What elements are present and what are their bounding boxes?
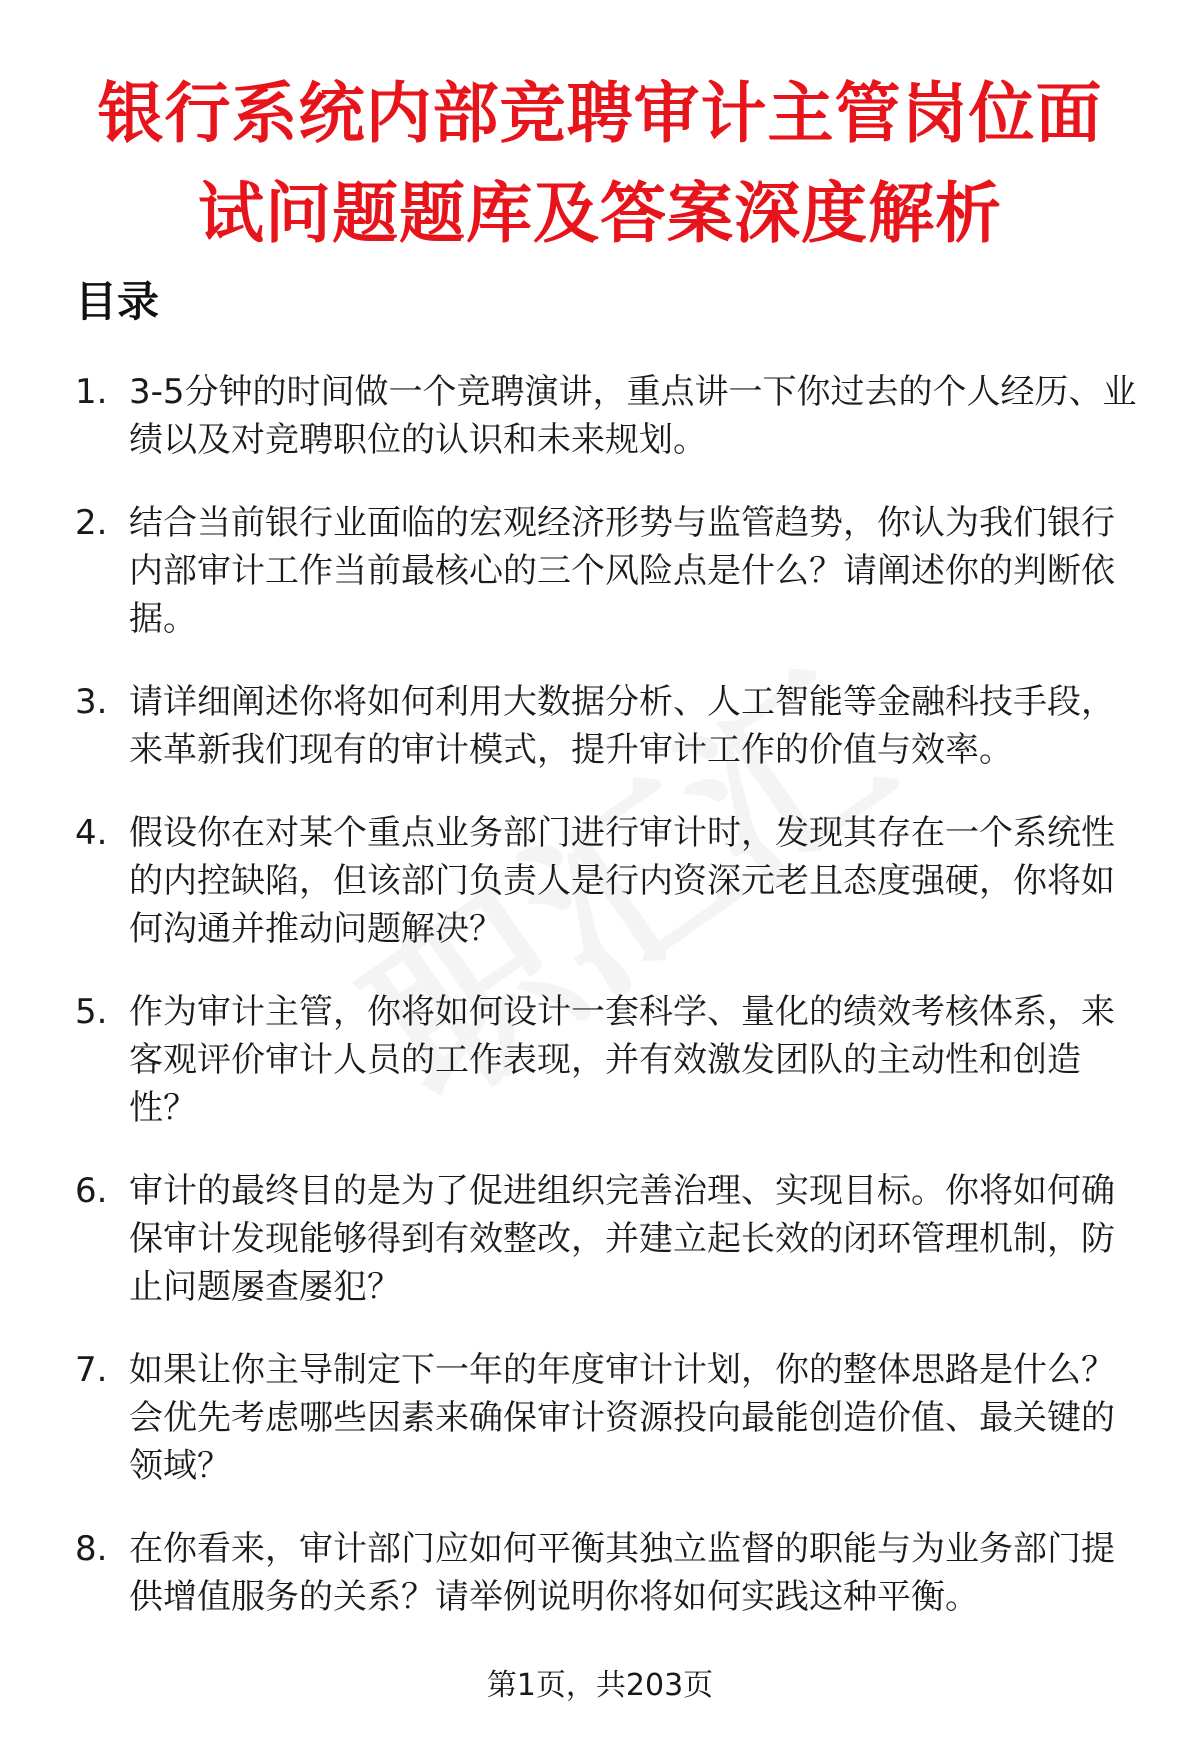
toc-heading: 目录 [75,277,160,326]
toc-item-6[interactable] [75,1167,1145,1311]
toc-item-number: 8. [75,1529,108,1569]
toc-item-1[interactable] [75,368,1145,464]
toc-item-8[interactable] [75,1525,1145,1621]
toc-item-number: 7. [75,1350,108,1390]
toc-item-7[interactable] [75,1346,1145,1490]
toc-item-number: 4. [75,813,108,853]
toc-item-5[interactable] [75,988,1145,1132]
toc-item-number: 5. [75,992,108,1032]
toc-item-text: 作为审计主管，你将如何设计一套科学、量化的绩效考核体系，来客观评价审计人员的工作表现，并有效激发团队的主动性和创造性？ [129,992,1115,1128]
toc-item-text: 在你看来，审计部门应如何平衡其独立监督的职能与为业务部门提供增值服务的关系？请举例说明你将如何实践这种平衡。 [129,1529,1115,1617]
toc-item-number: 6. [75,1171,108,1211]
toc-item-text: 请详细阐述你将如何利用大数据分析、人工智能等金融科技手段，来革新我们现有的审计模式，提升审计工作的价值与效率。 [129,682,1115,770]
toc-item-2[interactable] [75,499,1145,643]
toc-item-number: 2. [75,503,108,543]
page-number-footer: 第1页，共203页 [486,1668,714,1703]
toc-item-text: 如果让你主导制定下一年的年度审计计划，你的整体思路是什么？会优先考虑哪些因素来确保审计资源投向最能创造价值、最关键的领域？ [129,1350,1115,1486]
toc-list [75,368,1145,1656]
toc-item-number: 1. [75,372,108,412]
toc-item-text: 结合当前银行业面临的宏观经济形势与监管趋势，你认为我们银行内部审计工作当前最核心的三个风险点是什么？请阐述你的判断依据。 [129,503,1115,639]
toc-item-number: 3. [75,682,108,722]
toc-item-text: 审计的最终目的是为了促进组织完善治理、实现目标。你将如何确保审计发现能够得到有效整改，并建立起长效的闭环管理机制，防止问题屡查屡犯？ [129,1171,1115,1307]
toc-item-text: 3-5分钟的时间做一个竞聘演讲，重点讲一下你过去的个人经历、业绩以及对竞聘职位的认识和未来规划。 [129,372,1137,460]
toc-item-4[interactable] [75,809,1145,953]
toc-item-text: 假设你在对某个重点业务部门进行审计时，发现其存在一个系统性的内控缺陷，但该部门负责人是行内资深元老且态度强硬，你将如何沟通并推动问题解决？ [129,813,1115,949]
toc-item-3[interactable] [75,678,1145,774]
page-title: 银行系统内部竞聘审计主管岗位面试问题题库及答案深度解析 [97,75,1103,252]
